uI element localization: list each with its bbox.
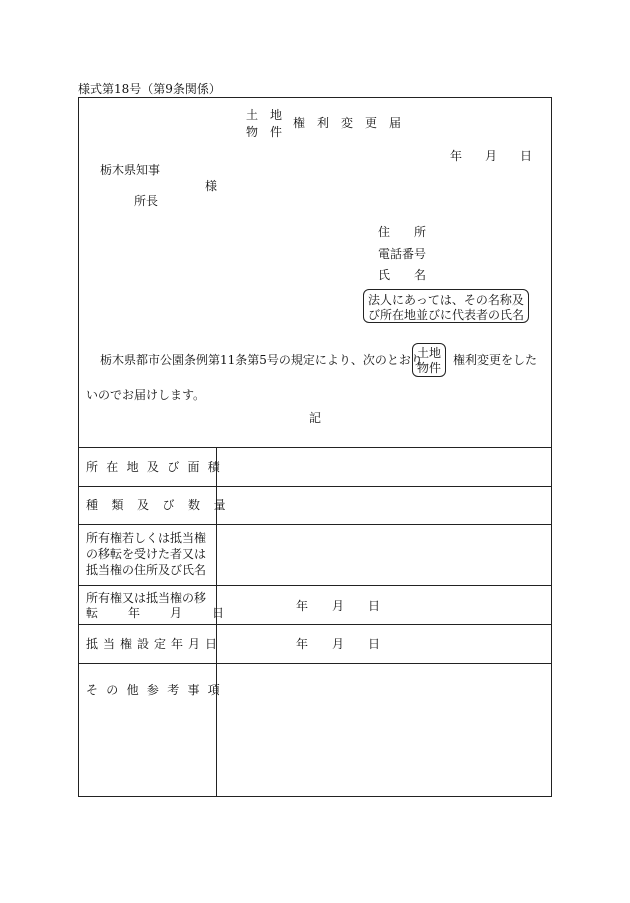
body-option-land: 土地 <box>417 346 442 360</box>
title-option-property: 物 件 <box>246 125 283 139</box>
row-transferee-label-line3: 抵当権の住所及び氏名 <box>86 563 207 577</box>
addressee-governor: 栃木県知事 <box>100 163 161 177</box>
row-transfer-date-value: 年 月 日 <box>296 599 381 613</box>
corporate-note-line1: 法人にあっては、その名称及 <box>368 293 524 307</box>
row-transfer-date-label-line1: 所有権又は抵当権の移 <box>86 591 207 605</box>
row-mortgage-date-value: 年 月 日 <box>296 637 381 651</box>
body-text-before: 栃木県都市公園条例第11条第5号の規定により、次のとおり <box>100 353 423 367</box>
row-mortgage-date-label: 抵当権設定年月日 <box>86 637 223 651</box>
form-number: 様式第18号（第9条関係） <box>78 82 221 96</box>
row-type-quantity-label: 種類及び数量 <box>86 498 240 512</box>
table-row-divider <box>78 663 552 664</box>
ki-mark: 記 <box>309 411 322 425</box>
date-day: 日 <box>520 149 533 163</box>
addressee-director: 所長 <box>134 194 159 208</box>
body-text-after: 権利変更をした <box>453 353 538 367</box>
date-month: 月 <box>485 149 498 163</box>
applicant-name-label: 氏 名 <box>378 268 427 282</box>
table-top-line <box>78 447 552 448</box>
applicant-phone-label: 電話番号 <box>378 247 427 261</box>
applicant-address-label: 住 所 <box>378 225 427 239</box>
row-transferee-label-line1: 所有権若しくは抵当権 <box>86 531 207 545</box>
table-row-divider <box>78 524 552 525</box>
row-location-area-label: 所在地及び面積 <box>86 460 229 474</box>
addressee-honorific: 様 <box>205 179 218 193</box>
row-transferee-label-line2: の移転を受けた者又は <box>86 547 207 561</box>
form-title: 権 利 変 更 届 <box>293 116 402 130</box>
row-other-notes-label: その他参考事項 <box>86 683 229 697</box>
table-row-divider <box>78 624 552 625</box>
date-year: 年 <box>450 149 463 163</box>
table-row-divider <box>78 486 552 487</box>
title-option-land: 土 地 <box>246 108 283 122</box>
row-transfer-date-label-line2: 転年月日 <box>86 606 255 620</box>
body-continuation: いのでお届けします。 <box>86 388 206 402</box>
table-row-divider <box>78 585 552 586</box>
body-option-property: 物件 <box>417 361 442 375</box>
corporate-note-line2: び所在地並びに代表者の氏名 <box>368 308 525 322</box>
